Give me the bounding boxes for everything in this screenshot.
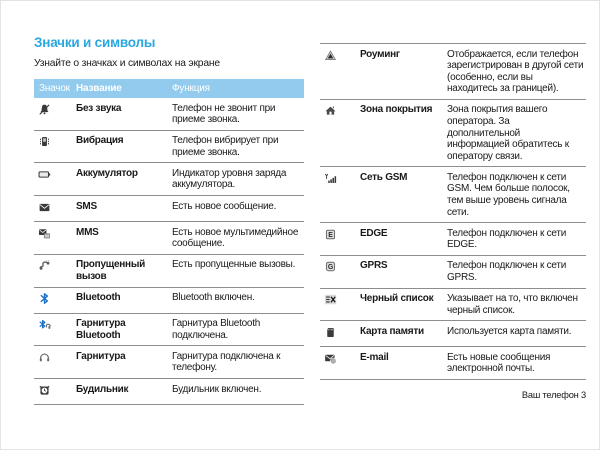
blacklist-icon	[324, 293, 337, 306]
icon-cell	[34, 163, 76, 196]
coverage-zone-icon	[324, 104, 337, 117]
headset-icon	[38, 351, 51, 364]
gprs-icon	[324, 260, 337, 273]
icon-function: Гарнитура Bluetooth подключена.	[172, 318, 261, 341]
icon-cell	[34, 254, 76, 287]
email-icon	[324, 352, 337, 365]
table-row	[320, 288, 586, 321]
bluetooth-headset-icon	[38, 318, 51, 331]
table-row	[320, 99, 586, 166]
edge-icon	[324, 228, 337, 241]
roaming-icon	[324, 49, 337, 62]
memory-card-icon	[324, 326, 337, 339]
icon-function: Есть новое мультимедийное сообщение.	[172, 226, 299, 250]
muted-bell-icon	[38, 103, 51, 116]
icon-function: Зона покрытия вашего оператора. За дополнительной информацией обратитесь к оператору связи.	[447, 104, 569, 162]
icon-name: Черный список	[360, 293, 434, 305]
table-row	[34, 98, 304, 130]
icon-cell	[320, 167, 360, 223]
icon-name: Аккумулятор	[76, 167, 138, 179]
icon-name: Без звука	[76, 102, 122, 114]
table-row	[34, 196, 304, 222]
icon-function: Указывает на то, что включен черный список.	[447, 293, 578, 316]
svg-text:G: G	[327, 264, 334, 272]
icon-name: Зона покрытия	[360, 104, 433, 116]
icon-cell	[34, 287, 76, 313]
icon-function: Отображается, если телефон зарегистрирован в другой сети (особенно, если вы находитесь за границей).	[447, 48, 584, 95]
table-row	[34, 379, 304, 405]
icon-cell	[320, 223, 360, 256]
icon-cell	[320, 44, 360, 100]
icon-cell	[34, 379, 76, 405]
icon-function: Телефон подключен к сети GPRS.	[447, 260, 567, 283]
header-function-col: Функция	[172, 79, 304, 98]
table-row	[320, 255, 586, 288]
icon-name: Гарнитура	[76, 350, 126, 362]
header-name-col: Название	[76, 79, 172, 98]
sms-icon	[38, 201, 51, 214]
icon-name: E-mail	[360, 351, 389, 363]
icon-function: Будильник включен.	[172, 383, 262, 395]
svg-text:E: E	[328, 231, 333, 239]
icon-name: Вибрация	[76, 135, 124, 147]
icon-name: Будильник	[76, 383, 129, 395]
icon-function: Есть новое сообщение.	[172, 200, 277, 212]
alarm-clock-icon	[38, 384, 51, 397]
icon-function: Используется карта памяти.	[447, 325, 572, 337]
icons-table-left	[34, 79, 304, 405]
icon-name: Пропущенный вызов	[76, 259, 146, 282]
icon-name: GPRS	[360, 260, 388, 272]
icon-function: Телефон не звонит при приеме звонка.	[172, 102, 276, 126]
header-row	[34, 79, 304, 98]
icon-name: EDGE	[360, 227, 388, 239]
page-subtitle: Узнайте о значках и символах на экране	[34, 58, 220, 69]
icon-cell	[320, 255, 360, 288]
icon-function: Индикатор уровня заряда аккумулятора.	[172, 167, 287, 191]
table-row	[320, 347, 586, 380]
table-row	[320, 167, 586, 223]
footer-label: Ваш телефон	[521, 390, 579, 401]
table-row	[34, 254, 304, 287]
icon-function: Телефон подключен к сети EDGE.	[447, 227, 567, 251]
icon-function: Bluetooth включен.	[172, 292, 255, 304]
vibration-icon	[38, 135, 51, 148]
icon-name: Сеть GSM	[360, 171, 408, 183]
icon-cell	[34, 313, 76, 346]
icon-cell	[34, 130, 76, 163]
page-footer	[320, 390, 586, 400]
table-row	[34, 163, 304, 196]
bluetooth-icon	[38, 292, 51, 305]
icon-cell	[34, 222, 76, 255]
table-row	[34, 130, 304, 163]
gsm-network-icon	[324, 172, 337, 185]
table-row	[34, 313, 304, 346]
right-column	[320, 43, 586, 400]
table-row	[320, 321, 586, 347]
icon-name: Роуминг	[360, 48, 400, 60]
icon-name: Гарнитура Bluetooth	[76, 318, 126, 341]
icons-table-right	[320, 43, 586, 380]
icon-function: Телефон вибрирует при приеме звонка.	[172, 135, 279, 158]
mms-icon	[38, 227, 51, 240]
icons-table-header	[34, 79, 304, 98]
icon-name: SMS	[76, 200, 97, 212]
svg-text:@: @	[331, 358, 336, 364]
icon-cell	[320, 321, 360, 347]
icon-cell	[34, 196, 76, 222]
icon-function: Гарнитура подключена к телефону.	[172, 350, 281, 374]
icon-function: Есть новые сообщения электронной почты.	[447, 351, 551, 375]
table-row	[34, 287, 304, 313]
icon-cell	[34, 346, 76, 379]
icon-function: Есть пропущенные вызовы.	[172, 259, 296, 271]
page-title: Значки и символы	[34, 35, 156, 50]
left-column	[34, 35, 304, 405]
icon-name: Bluetooth	[76, 292, 121, 304]
header-icon-col: Значок	[34, 79, 76, 98]
svg-text:M: M	[45, 233, 49, 239]
table-row	[320, 44, 586, 100]
icon-cell	[34, 98, 76, 130]
icon-name: MMS	[76, 226, 99, 238]
icon-cell	[320, 288, 360, 321]
table-row	[320, 223, 586, 256]
table-row	[34, 346, 304, 379]
icon-name: Карта памяти	[360, 325, 424, 337]
battery-icon	[38, 168, 51, 181]
table-row	[34, 222, 304, 255]
icon-cell	[320, 347, 360, 380]
footer-page-number: 3	[581, 390, 586, 401]
icon-function: Телефон подключен к сети GSM. Чем больше полосок, тем выше уровень сигнала сети.	[447, 171, 570, 218]
icon-cell	[320, 99, 360, 166]
missed-call-icon	[38, 259, 51, 272]
